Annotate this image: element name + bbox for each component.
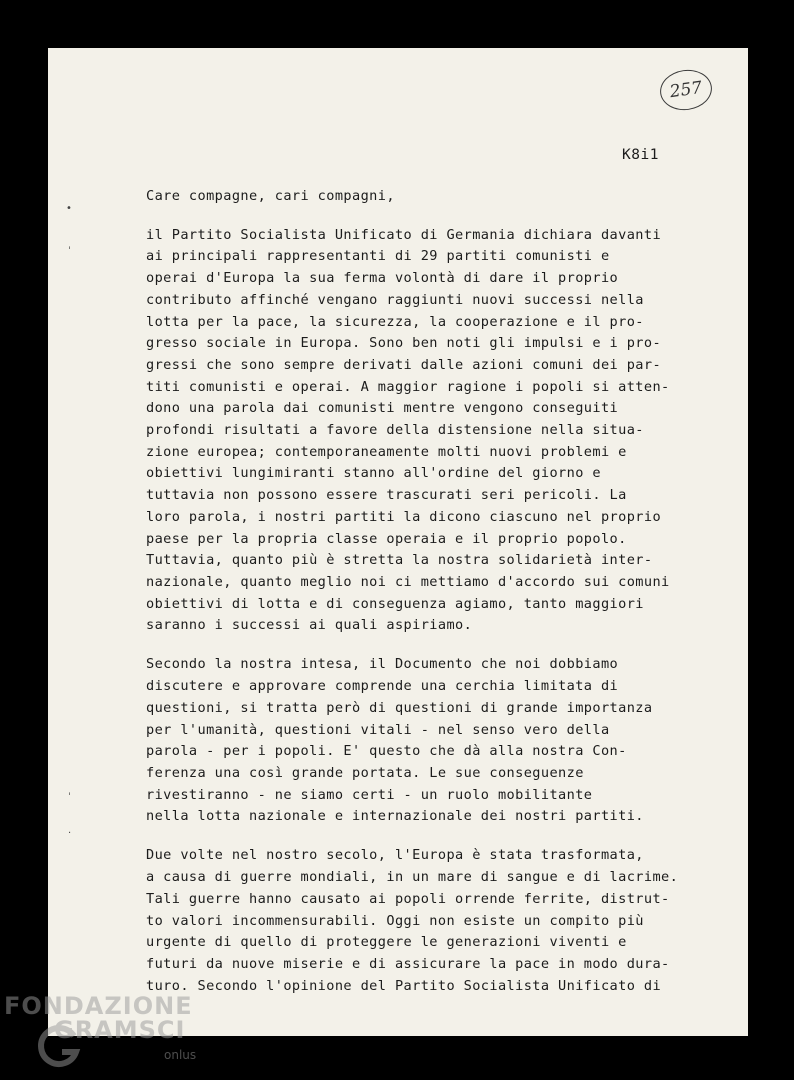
text-line: nella lotta nazionale e internazionale dei nostri partiti. (146, 808, 644, 825)
text-line: rivestiranno - ne siamo certi - un ruolo mobilitante (146, 786, 593, 803)
text-line: Tali guerre hanno causato ai popoli orrende ferrite, distrut- (146, 890, 670, 907)
salutation: Care compagne, cari compagni, (146, 188, 395, 204)
text-line: ferenza una così grande portata. Le sue conseguenze (146, 764, 584, 781)
text-line: obiettivi di lotta e di conseguenza agiamo, tanto maggiori (146, 595, 644, 612)
text-line: zione europea; contemporaneamente molti nuovi problemi e (146, 443, 627, 460)
text-line: operai d'Europa la sua ferma volontà di dare il proprio (146, 270, 619, 287)
text-line: saranno i successi ai quali aspiriamo. (146, 617, 473, 634)
text-line: dono una parola dai comunisti mentre vengono conseguiti (146, 400, 619, 417)
text-line: il Partito Socialista Unificato di Germania dichiara davanti (146, 226, 662, 243)
paragraph (146, 654, 706, 828)
text-line: nazionale, quanto meglio noi ci mettiamo d'accordo sui comuni (146, 573, 670, 590)
watermark-suffix: onlus (164, 1048, 197, 1062)
document-code: K8i1 (622, 147, 659, 163)
text-line: discutere e approvare comprende una cerchia limitata di (146, 678, 619, 695)
page-number-text: 257 (668, 77, 704, 103)
margin-mark: • (66, 203, 72, 214)
text-line: gresso sociale in Europa. Sono ben noti gli impulsi e i pro- (146, 335, 662, 352)
text-line: obiettivi lungimiranti stanno all'ordine del giorno e (146, 465, 601, 482)
text-line: Tuttavia, quanto più è stretta la nostra solidarietà inter- (146, 552, 653, 569)
text-line: per l'umanità, questioni vitali - nel senso vero della (146, 721, 610, 738)
text-line: Due volte nel nostro secolo, l'Europa è stata trasformata, (146, 847, 644, 864)
text-line: contributo affinché vengano raggiunti nuovi successi nella (146, 291, 644, 308)
text-line: titi comunisti e operai. A maggior ragione i popoli si atten- (146, 378, 670, 395)
text-line: urgente di quello di proteggere le generazioni viventi e (146, 934, 627, 951)
text-line: tuttavia non possono essere trascurati seri pericoli. La (146, 487, 627, 504)
text-line: paese per la propria classe operaia e il proprio popolo. (146, 530, 627, 547)
text-line: loro parola, i nostri partiti la dicono ciascuno nel proprio (146, 508, 662, 525)
fondazione-gramsci-watermark (4, 992, 204, 1076)
text-line: lotta per la pace, la sicurezza, la cooperazione e il pro- (146, 313, 644, 330)
paragraph (146, 225, 706, 637)
text-line: Secondo la nostra intesa, il Documento che noi dobbiamo (146, 656, 619, 673)
text-line: questioni, si tratta però di questioni di grande importanza (146, 699, 653, 716)
text-line: futuri da nuove miserie e di assicurare la pace in modo dura- (146, 955, 670, 972)
letter-body (146, 186, 706, 1015)
text-line: turo. Secondo l'opinione del Partito Socialista Unificato di (146, 977, 662, 994)
text-line: ai principali rappresentanti di 29 partiti comunisti e (146, 248, 610, 265)
paragraph (146, 845, 706, 997)
margin-mark: · (68, 828, 72, 839)
text-line: profondi risultati a favore della distensione nella situa- (146, 422, 644, 439)
letter-paragraphs (146, 225, 706, 998)
text-line: a causa di guerre mondiali, in un mare di sangue e di lacrime. (146, 869, 679, 886)
text-line: to valori incommensurabili. Oggi non esiste un compito più (146, 912, 644, 929)
margin-mark: ˈ (68, 792, 71, 803)
margin-mark: ˈ (68, 246, 71, 257)
watermark-line-1: FONDAZIONE (4, 992, 193, 1020)
text-line: parola - per i popoli. E' questo che dà alla nostra Con- (146, 743, 627, 760)
text-line: gressi che sono sempre derivati dalle azioni comuni dei par- (146, 356, 662, 373)
watermark-line-2: GRAMSCI (54, 1016, 186, 1044)
